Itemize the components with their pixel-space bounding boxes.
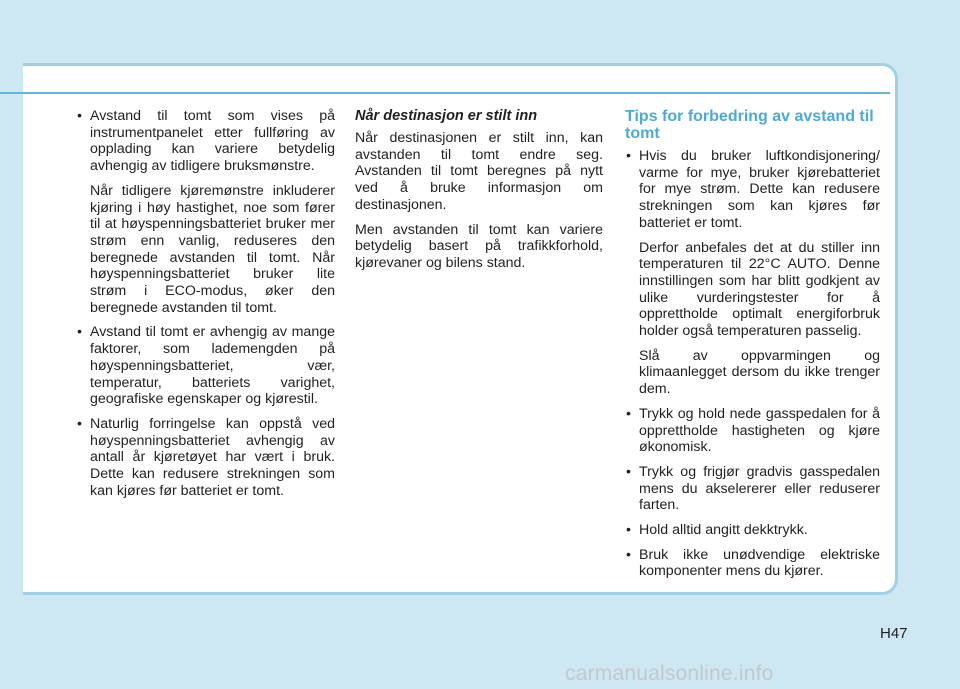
sub-paragraph: Når tidligere kjøremønstre inkluderer kjøring i høy hastighet, noe som fører til at høyspenningsbatteriet bruker mer strøm enn vanlig, reduseres den beregnede avstanden til tomt. Når høyspenningsbatteriet bruker lite strøm i ECO-modus, øker den beregnede avstanden til tomt. [90, 182, 335, 316]
watermark: carmanualsonline.info [565, 662, 774, 685]
bullet-text: • Avstand til tomt som vises på instrumentpanelet etter fullføring av opplading kan variere betydelig avhengig av tidligere bruksmønstre. [90, 108, 335, 175]
column-left [76, 108, 335, 507]
sub-paragraph: Slå av oppvarmingen og klimaanlegget dersom du ikke trenger dem. [639, 347, 880, 398]
list-item: • Trykk og hold nede gasspedalen for å opprettholde hastigheten og kjøre økonomisk. [625, 406, 880, 456]
list-item: • Avstand til tomt er avhengig av mange faktorer, som lademengden på høyspenningsbatteriet, vær, temperatur, batteriets varighet, geografiske egenskaper og kjørestil. [76, 324, 335, 408]
bullet-list-right [625, 148, 880, 580]
bullet-text: • Hvis du bruker luftkondisjonering/ varme for mye, bruker kjørebatteriet for mye strøm. Dette kan redusere strekningen som kan kjøres før batteriet er tomt. [639, 148, 880, 231]
column-middle [355, 108, 603, 280]
section-heading: Når destinasjon er stilt inn [355, 108, 538, 124]
header-rule [0, 92, 890, 94]
column-right [625, 108, 880, 588]
list-item: • Naturlig forringelse kan oppstå ved høyspenningsbatteriet avhengig av antall år kjøretøyet har vært i bruk. Dette kan redusere strekningen som kan kjøres før batteriet er tomt. [76, 416, 335, 500]
sub-paragraph: Derfor anbefales det at du stiller inn temperaturen til 22°C AUTO. Denne innstillingen som har blitt godkjent av ulike vurderingstester for å opprettholde optimalt energiforbruk holder også temperaturen passelig. [639, 239, 880, 340]
paragraph: Men avstanden til tomt kan variere betydelig basert på trafikkforhold, kjørevaner og bilens stand. [355, 221, 603, 271]
bullet-list-left [76, 108, 335, 499]
list-item [625, 148, 880, 398]
tips-heading: Tips for forbedring av avstand til tomt [625, 108, 874, 142]
page-number: H47 [880, 625, 908, 642]
list-item: • Trykk og frigjør gradvis gasspedalen mens du akselererer eller reduserer farten. [625, 464, 880, 514]
list-item: • Hold alltid angitt dekktrykk. [625, 522, 880, 539]
paragraph: Når destinasjonen er stilt inn, kan avstanden til tomt endre seg. Avstanden til tomt beregnes på nytt ved å bruke informasjon om destinasjonen. [355, 130, 603, 213]
list-item [76, 108, 335, 316]
list-item: • Bruk ikke unødvendige elektriske komponenter mens du kjører. [625, 547, 880, 580]
